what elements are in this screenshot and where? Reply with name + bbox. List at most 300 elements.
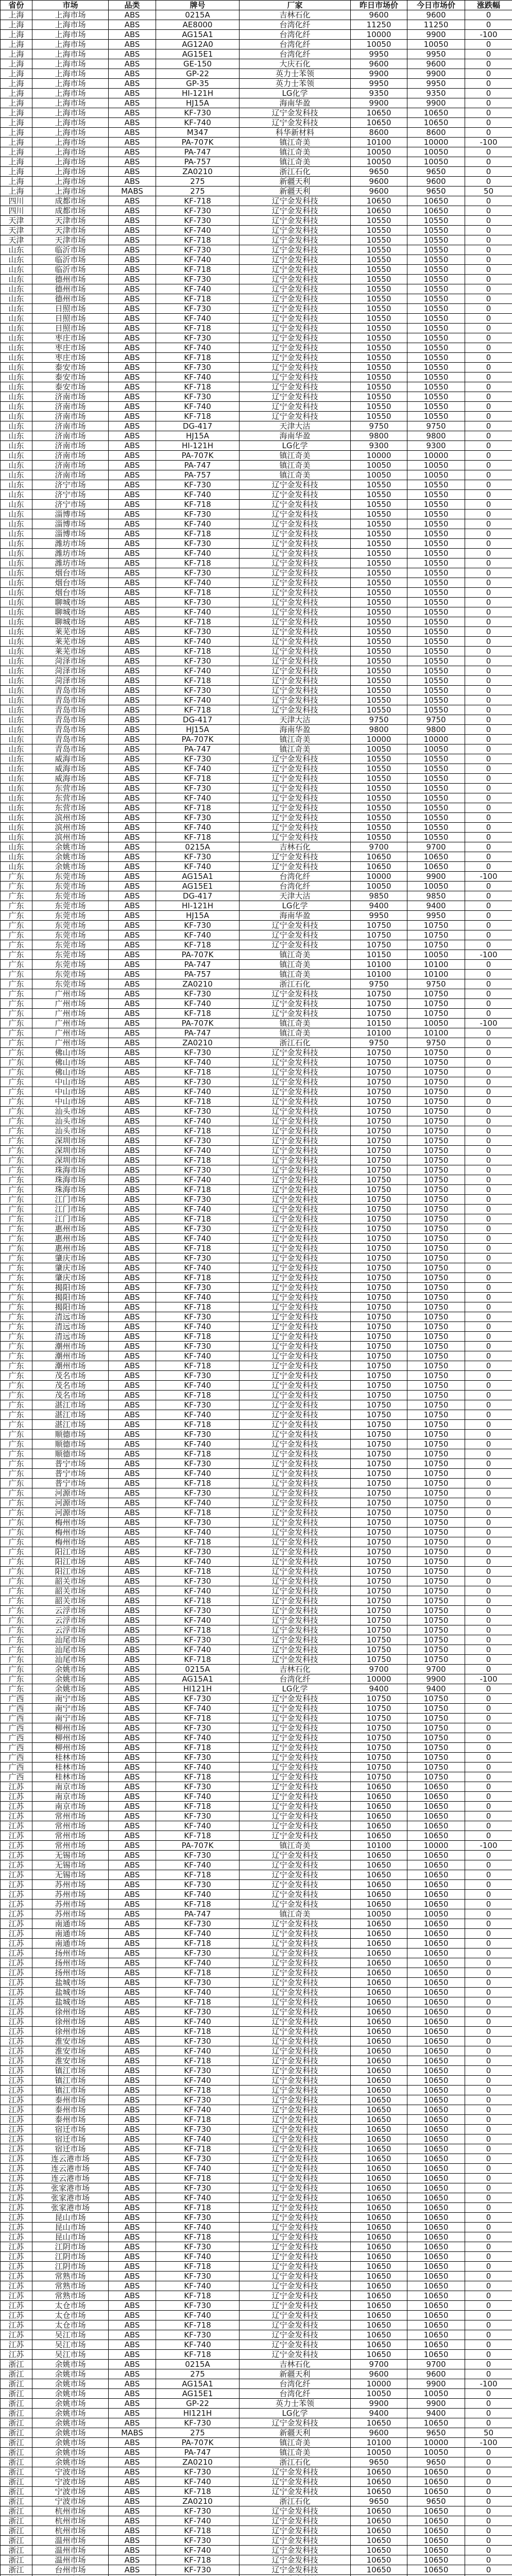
cell-province: 上海 bbox=[1, 40, 32, 49]
cell-province: 浙江 bbox=[1, 2399, 32, 2409]
cell-market: 广州市场 bbox=[32, 1038, 109, 1048]
cell-category: ABS bbox=[109, 1528, 156, 1537]
cell-market: 余姚市场 bbox=[32, 2458, 109, 2467]
cell-market: 济南市场 bbox=[32, 392, 109, 402]
cell-change: 0 bbox=[465, 2144, 512, 2154]
cell-grade: KF-718 bbox=[156, 1126, 240, 1136]
cell-today-price: 10750 bbox=[407, 1283, 465, 1293]
cell-manufacturer: 辽宁金发科技 bbox=[240, 2467, 351, 2477]
cell-province: 广东 bbox=[1, 1283, 32, 1293]
cell-grade: KF-718 bbox=[156, 1361, 240, 1371]
cell-category: ABS bbox=[109, 1322, 156, 1332]
cell-manufacturer: 辽宁金发科技 bbox=[240, 1694, 351, 1704]
cell-category: ABS bbox=[109, 255, 156, 265]
cell-category: ABS bbox=[109, 1263, 156, 1273]
cell-today-price: 10650 bbox=[407, 1792, 465, 1802]
cell-grade: KF-740 bbox=[156, 1557, 240, 1567]
cell-market: 无锡市场 bbox=[32, 1870, 109, 1880]
cell-province: 江苏 bbox=[1, 1968, 32, 1978]
cell-province: 浙江 bbox=[1, 2458, 32, 2467]
cell-manufacturer: 辽宁金发科技 bbox=[240, 1792, 351, 1802]
cell-province: 广东 bbox=[1, 1616, 32, 1625]
cell-grade: KF-740 bbox=[156, 2477, 240, 2487]
cell-category: ABS bbox=[109, 40, 156, 49]
cell-today-price: 10650 bbox=[407, 2350, 465, 2360]
cell-change: 0 bbox=[465, 2242, 512, 2252]
cell-manufacturer: 辽宁金发科技 bbox=[240, 793, 351, 803]
table-row bbox=[1, 1469, 512, 1479]
cell-province: 广西 bbox=[1, 1753, 32, 1762]
cell-grade: PA-747 bbox=[156, 2448, 240, 2458]
cell-change: 0 bbox=[465, 1195, 512, 1205]
cell-category: ABS bbox=[109, 617, 156, 627]
table-row bbox=[1, 1929, 512, 1939]
cell-province: 山东 bbox=[1, 705, 32, 715]
cell-market: 常州市场 bbox=[32, 1831, 109, 1841]
cell-yesterday-price: 10650 bbox=[351, 2506, 407, 2516]
cell-yesterday-price: 10750 bbox=[351, 1185, 407, 1195]
table-row bbox=[1, 1371, 512, 1381]
table-row bbox=[1, 1528, 512, 1537]
cell-manufacturer: 镇江奇美 bbox=[240, 470, 351, 480]
cell-change: 0 bbox=[465, 676, 512, 686]
cell-province: 江苏 bbox=[1, 2183, 32, 2193]
cell-manufacturer: 辽宁金发科技 bbox=[240, 412, 351, 421]
cell-manufacturer: LG化学 bbox=[240, 2409, 351, 2418]
cell-change: 0 bbox=[465, 2555, 512, 2565]
table-row bbox=[1, 1606, 512, 1616]
cell-province: 江苏 bbox=[1, 1929, 32, 1939]
cell-change: 0 bbox=[465, 793, 512, 803]
table-row bbox=[1, 1067, 512, 1077]
cell-category: ABS bbox=[109, 10, 156, 20]
cell-today-price: 10650 bbox=[407, 2017, 465, 2027]
cell-province: 广东 bbox=[1, 1146, 32, 1156]
cell-market: 宿迁市场 bbox=[32, 2144, 109, 2154]
table-row bbox=[1, 1674, 512, 1684]
cell-market: 常熟市场 bbox=[32, 2272, 109, 2281]
cell-grade: KF-718 bbox=[156, 1625, 240, 1635]
cell-province: 广东 bbox=[1, 901, 32, 911]
cell-yesterday-price: 10650 bbox=[351, 1811, 407, 1821]
cell-grade: 275 bbox=[156, 177, 240, 187]
cell-manufacturer: 辽宁金发科技 bbox=[240, 1430, 351, 1439]
cell-yesterday-price: 10750 bbox=[351, 1430, 407, 1439]
cell-manufacturer: LG化学 bbox=[240, 89, 351, 98]
table-row bbox=[1, 226, 512, 235]
cell-province: 山东 bbox=[1, 656, 32, 666]
cell-grade: KF-718 bbox=[156, 196, 240, 206]
cell-manufacturer: 辽宁金发科技 bbox=[240, 480, 351, 490]
cell-grade: KF-730 bbox=[156, 1694, 240, 1704]
cell-grade: KF-718 bbox=[156, 1185, 240, 1195]
cell-today-price: 10750 bbox=[407, 1596, 465, 1606]
table-row bbox=[1, 441, 512, 451]
cell-category: ABS bbox=[109, 1146, 156, 1156]
cell-category: ABS bbox=[109, 79, 156, 89]
cell-province: 江苏 bbox=[1, 2017, 32, 2027]
cell-change: 0 bbox=[465, 10, 512, 20]
cell-today-price: 10650 bbox=[407, 1997, 465, 2007]
cell-grade: KF-718 bbox=[156, 1009, 240, 1019]
table-row bbox=[1, 1116, 512, 1126]
cell-grade: AG15A1 bbox=[156, 1674, 240, 1684]
cell-yesterday-price: 10650 bbox=[351, 2046, 407, 2056]
cell-grade: KF-740 bbox=[156, 2105, 240, 2115]
cell-province: 江苏 bbox=[1, 2125, 32, 2134]
cell-manufacturer: 镇江奇美 bbox=[240, 451, 351, 461]
cell-today-price: 10750 bbox=[407, 1048, 465, 1058]
cell-yesterday-price: 10550 bbox=[351, 784, 407, 793]
cell-today-price: 10550 bbox=[407, 402, 465, 412]
cell-today-price: 10650 bbox=[407, 2125, 465, 2134]
cell-yesterday-price: 10000 bbox=[351, 1674, 407, 1684]
cell-category: ABS bbox=[109, 2272, 156, 2281]
cell-manufacturer: 辽宁金发科技 bbox=[240, 1811, 351, 1821]
cell-manufacturer: 新疆天利 bbox=[240, 2369, 351, 2379]
cell-manufacturer: 辽宁金发科技 bbox=[240, 1479, 351, 1488]
cell-market: 青岛市场 bbox=[32, 744, 109, 754]
cell-province: 浙江 bbox=[1, 2379, 32, 2389]
cell-manufacturer: 辽宁金发科技 bbox=[240, 2056, 351, 2066]
cell-yesterday-price: 9600 bbox=[351, 2428, 407, 2438]
cell-today-price: 9900 bbox=[407, 2399, 465, 2409]
cell-manufacturer: 辽宁金发科技 bbox=[240, 519, 351, 529]
cell-grade: KF-740 bbox=[156, 1116, 240, 1126]
cell-grade: KF-718 bbox=[156, 2203, 240, 2213]
cell-market: 青岛市场 bbox=[32, 725, 109, 735]
cell-manufacturer: 台湾化纤 bbox=[240, 30, 351, 40]
cell-manufacturer: 辽宁金发科技 bbox=[240, 2183, 351, 2193]
cell-province: 江苏 bbox=[1, 2291, 32, 2301]
table-row bbox=[1, 98, 512, 108]
cell-category: ABS bbox=[109, 852, 156, 862]
cell-category: ABS bbox=[109, 1351, 156, 1361]
cell-manufacturer: 辽宁金发科技 bbox=[240, 539, 351, 549]
table-row bbox=[1, 2066, 512, 2076]
cell-manufacturer: 镇江奇美 bbox=[240, 970, 351, 979]
cell-change: 0 bbox=[465, 1371, 512, 1381]
cell-province: 山东 bbox=[1, 558, 32, 568]
cell-yesterday-price: 10550 bbox=[351, 793, 407, 803]
table-row bbox=[1, 637, 512, 647]
cell-grade: KF-718 bbox=[156, 1596, 240, 1606]
cell-manufacturer: 辽宁金发科技 bbox=[240, 2242, 351, 2252]
cell-manufacturer: 辽宁金发科技 bbox=[240, 382, 351, 392]
cell-category: ABS bbox=[109, 1919, 156, 1929]
table-row bbox=[1, 1175, 512, 1185]
cell-yesterday-price: 10750 bbox=[351, 1361, 407, 1371]
cell-category: ABS bbox=[109, 2399, 156, 2409]
cell-manufacturer: 辽宁金发科技 bbox=[240, 1195, 351, 1205]
cell-province: 广西 bbox=[1, 1743, 32, 1753]
cell-province: 山东 bbox=[1, 372, 32, 382]
table-row bbox=[1, 1860, 512, 1870]
cell-market: 东莞市场 bbox=[32, 911, 109, 921]
cell-province: 浙江 bbox=[1, 2418, 32, 2428]
cell-grade: KF-730 bbox=[156, 480, 240, 490]
cell-change: 0 bbox=[465, 1518, 512, 1528]
cell-category: ABS bbox=[109, 686, 156, 696]
cell-grade: PA-747 bbox=[156, 147, 240, 157]
cell-category: ABS bbox=[109, 696, 156, 705]
cell-province: 广东 bbox=[1, 1087, 32, 1097]
cell-province: 山东 bbox=[1, 793, 32, 803]
cell-province: 山东 bbox=[1, 539, 32, 549]
table-row bbox=[1, 500, 512, 510]
cell-category: ABS bbox=[109, 1753, 156, 1762]
table-row bbox=[1, 2203, 512, 2213]
cell-change: 0 bbox=[465, 2458, 512, 2467]
cell-grade: KF-718 bbox=[156, 1391, 240, 1400]
cell-today-price: 10750 bbox=[407, 1009, 465, 1019]
table-row bbox=[1, 2242, 512, 2252]
table-row bbox=[1, 1234, 512, 1244]
cell-change: 0 bbox=[465, 519, 512, 529]
cell-today-price: 10650 bbox=[407, 2555, 465, 2565]
cell-change: 0 bbox=[465, 607, 512, 617]
cell-market: 镇江市场 bbox=[32, 2076, 109, 2086]
cell-province: 广东 bbox=[1, 1371, 32, 1381]
cell-manufacturer: 辽宁金发科技 bbox=[240, 2232, 351, 2242]
cell-province: 广东 bbox=[1, 1185, 32, 1195]
cell-market: 烟台市场 bbox=[32, 588, 109, 598]
cell-today-price: 10650 bbox=[407, 2007, 465, 2017]
cell-yesterday-price: 10550 bbox=[351, 480, 407, 490]
cell-grade: KF-740 bbox=[156, 1058, 240, 1067]
cell-grade: KF-740 bbox=[156, 343, 240, 353]
cell-category: ABS bbox=[109, 1792, 156, 1802]
cell-province: 山东 bbox=[1, 627, 32, 637]
cell-change: 0 bbox=[465, 588, 512, 598]
cell-province: 广东 bbox=[1, 1195, 32, 1205]
cell-category: ABS bbox=[109, 2506, 156, 2516]
cell-manufacturer: 辽宁金发科技 bbox=[240, 1890, 351, 1900]
cell-change: 0 bbox=[465, 1391, 512, 1400]
cell-province: 广东 bbox=[1, 1048, 32, 1058]
cell-grade: KF-718 bbox=[156, 1714, 240, 1723]
cell-province: 广东 bbox=[1, 891, 32, 901]
cell-grade: KF-730 bbox=[156, 2565, 240, 2575]
cell-market: 潮州市场 bbox=[32, 1342, 109, 1351]
table-row bbox=[1, 2311, 512, 2320]
cell-province: 江苏 bbox=[1, 2134, 32, 2144]
cell-category: ABS bbox=[109, 1361, 156, 1371]
header-today-price: 今日市场价 bbox=[407, 1, 465, 10]
cell-manufacturer: 辽宁金发科技 bbox=[240, 2320, 351, 2330]
cell-yesterday-price: 10750 bbox=[351, 989, 407, 999]
cell-manufacturer: 辽宁金发科技 bbox=[240, 1635, 351, 1645]
table-row bbox=[1, 2458, 512, 2467]
cell-yesterday-price: 10750 bbox=[351, 1165, 407, 1175]
cell-market: 淄博市场 bbox=[32, 529, 109, 539]
cell-province: 广东 bbox=[1, 1322, 32, 1332]
table-row bbox=[1, 1997, 512, 2007]
cell-category: ABS bbox=[109, 265, 156, 275]
cell-yesterday-price: 10550 bbox=[351, 529, 407, 539]
cell-change: 0 bbox=[465, 206, 512, 216]
cell-province: 广东 bbox=[1, 1469, 32, 1479]
cell-market: 枣庄市场 bbox=[32, 343, 109, 353]
cell-province: 山东 bbox=[1, 353, 32, 363]
cell-province: 山东 bbox=[1, 500, 32, 510]
cell-market: 阳江市场 bbox=[32, 1547, 109, 1557]
cell-category: ABS bbox=[109, 363, 156, 372]
cell-grade: KF-730 bbox=[156, 216, 240, 226]
cell-category: ABS bbox=[109, 764, 156, 774]
cell-province: 广东 bbox=[1, 1234, 32, 1244]
cell-grade: KF-718 bbox=[156, 1067, 240, 1077]
cell-province: 山东 bbox=[1, 451, 32, 461]
cell-today-price: 10550 bbox=[407, 245, 465, 255]
cell-grade: 0215A bbox=[156, 842, 240, 852]
cell-today-price: 10750 bbox=[407, 1469, 465, 1479]
cell-grade: KF-740 bbox=[156, 1263, 240, 1273]
cell-yesterday-price: 10650 bbox=[351, 2281, 407, 2291]
cell-yesterday-price: 10750 bbox=[351, 1312, 407, 1322]
cell-market: 云浮市场 bbox=[32, 1606, 109, 1616]
table-row bbox=[1, 754, 512, 764]
cell-manufacturer: 新疆天利 bbox=[240, 187, 351, 196]
cell-today-price: 10650 bbox=[407, 2546, 465, 2555]
table-row bbox=[1, 2369, 512, 2379]
cell-manufacturer: 辽宁金发科技 bbox=[240, 2027, 351, 2037]
cell-category: ABS bbox=[109, 1293, 156, 1302]
cell-change: 0 bbox=[465, 1939, 512, 1948]
cell-grade: AG15A1 bbox=[156, 872, 240, 882]
cell-grade: DG-417 bbox=[156, 715, 240, 725]
cell-change: 0 bbox=[465, 2311, 512, 2320]
cell-category: ABS bbox=[109, 1077, 156, 1087]
cell-change: 0 bbox=[465, 1577, 512, 1586]
cell-change: 0 bbox=[465, 735, 512, 744]
cell-market: 青岛市场 bbox=[32, 705, 109, 715]
cell-province: 山东 bbox=[1, 666, 32, 676]
cell-today-price: 10750 bbox=[407, 1234, 465, 1244]
cell-change: 0 bbox=[465, 1469, 512, 1479]
cell-grade: KF-718 bbox=[156, 2262, 240, 2272]
cell-today-price: 10750 bbox=[407, 1087, 465, 1097]
table-row bbox=[1, 2007, 512, 2017]
cell-province: 广东 bbox=[1, 1351, 32, 1361]
cell-change: 0 bbox=[465, 1665, 512, 1674]
cell-market: 韶关市场 bbox=[32, 1586, 109, 1596]
cell-grade: 0215A bbox=[156, 2360, 240, 2369]
cell-province: 山东 bbox=[1, 441, 32, 451]
cell-province: 四川 bbox=[1, 196, 32, 206]
cell-market: 扬州市场 bbox=[32, 1958, 109, 1968]
cell-category: ABS bbox=[109, 598, 156, 607]
cell-change: 0 bbox=[465, 441, 512, 451]
cell-yesterday-price: 10650 bbox=[351, 2095, 407, 2105]
cell-market: 济南市场 bbox=[32, 402, 109, 412]
cell-market: 汕尾市场 bbox=[32, 1655, 109, 1665]
cell-today-price: 10650 bbox=[407, 2203, 465, 2213]
table-row bbox=[1, 480, 512, 490]
table-row bbox=[1, 2037, 512, 2046]
cell-grade: KF-730 bbox=[156, 1048, 240, 1058]
cell-manufacturer: 台湾化纤 bbox=[240, 872, 351, 882]
table-row bbox=[1, 2281, 512, 2291]
cell-grade: KF-730 bbox=[156, 206, 240, 216]
cell-yesterday-price: 10650 bbox=[351, 1851, 407, 1860]
cell-grade: KF-740 bbox=[156, 1528, 240, 1537]
cell-market: 江阴市场 bbox=[32, 2262, 109, 2272]
cell-today-price: 10750 bbox=[407, 1175, 465, 1185]
cell-province: 江苏 bbox=[1, 1792, 32, 1802]
table-row bbox=[1, 960, 512, 970]
cell-change: 0 bbox=[465, 598, 512, 607]
cell-market: 淄博市场 bbox=[32, 510, 109, 519]
table-row bbox=[1, 1577, 512, 1586]
cell-category: ABS bbox=[109, 343, 156, 353]
cell-market: 盐城市场 bbox=[32, 1988, 109, 1997]
cell-market: 宁波市场 bbox=[32, 2497, 109, 2506]
cell-category: ABS bbox=[109, 1381, 156, 1391]
cell-province: 广东 bbox=[1, 1342, 32, 1351]
cell-yesterday-price: 10650 bbox=[351, 2330, 407, 2340]
cell-market: 汕头市场 bbox=[32, 1116, 109, 1126]
cell-change: 0 bbox=[465, 715, 512, 725]
cell-change: 0 bbox=[465, 372, 512, 382]
cell-grade: KF-730 bbox=[156, 1577, 240, 1586]
cell-today-price: 10750 bbox=[407, 1400, 465, 1410]
cell-today-price: 10650 bbox=[407, 2086, 465, 2095]
cell-yesterday-price: 10750 bbox=[351, 1449, 407, 1459]
cell-manufacturer: 辽宁金发科技 bbox=[240, 2418, 351, 2428]
cell-manufacturer: 辽宁金发科技 bbox=[240, 2262, 351, 2272]
table-row bbox=[1, 656, 512, 666]
cell-province: 广东 bbox=[1, 1577, 32, 1586]
cell-manufacturer: 辽宁金发科技 bbox=[240, 1459, 351, 1469]
cell-manufacturer: 辽宁金发科技 bbox=[240, 764, 351, 774]
cell-change: 0 bbox=[465, 1459, 512, 1469]
cell-province: 江苏 bbox=[1, 1782, 32, 1792]
cell-change: 0 bbox=[465, 2174, 512, 2183]
cell-category: ABS bbox=[109, 529, 156, 539]
cell-yesterday-price: 10550 bbox=[351, 627, 407, 637]
cell-market: 上海市场 bbox=[32, 20, 109, 30]
cell-category: ABS bbox=[109, 1410, 156, 1420]
cell-category: ABS bbox=[109, 2223, 156, 2232]
cell-manufacturer: 辽宁金发科技 bbox=[240, 1508, 351, 1518]
cell-category: ABS bbox=[109, 2536, 156, 2546]
cell-change: -100 bbox=[465, 1019, 512, 1028]
cell-province: 浙江 bbox=[1, 2555, 32, 2565]
table-row bbox=[1, 206, 512, 216]
cell-today-price: 10750 bbox=[407, 1342, 465, 1351]
table-row bbox=[1, 1978, 512, 1988]
cell-yesterday-price: 10750 bbox=[351, 1116, 407, 1126]
cell-today-price: 9750 bbox=[407, 979, 465, 989]
cell-grade: KF-718 bbox=[156, 2027, 240, 2037]
cell-manufacturer: 辽宁金发科技 bbox=[240, 1968, 351, 1978]
cell-change: 0 bbox=[465, 696, 512, 705]
cell-manufacturer: LG化学 bbox=[240, 441, 351, 451]
cell-manufacturer: 台湾化纤 bbox=[240, 882, 351, 891]
cell-market: 余姚市场 bbox=[32, 2399, 109, 2409]
cell-market: 莱芜市场 bbox=[32, 637, 109, 647]
cell-manufacturer: 辽宁金发科技 bbox=[240, 2125, 351, 2134]
cell-grade: KF-740 bbox=[156, 2223, 240, 2232]
cell-yesterday-price: 10750 bbox=[351, 1743, 407, 1753]
cell-change: 0 bbox=[465, 2017, 512, 2027]
cell-manufacturer: 辽宁金发科技 bbox=[240, 1714, 351, 1723]
cell-grade: KF-730 bbox=[156, 539, 240, 549]
cell-category: ABS bbox=[109, 147, 156, 157]
table-row bbox=[1, 568, 512, 578]
cell-yesterday-price: 10750 bbox=[351, 1469, 407, 1479]
